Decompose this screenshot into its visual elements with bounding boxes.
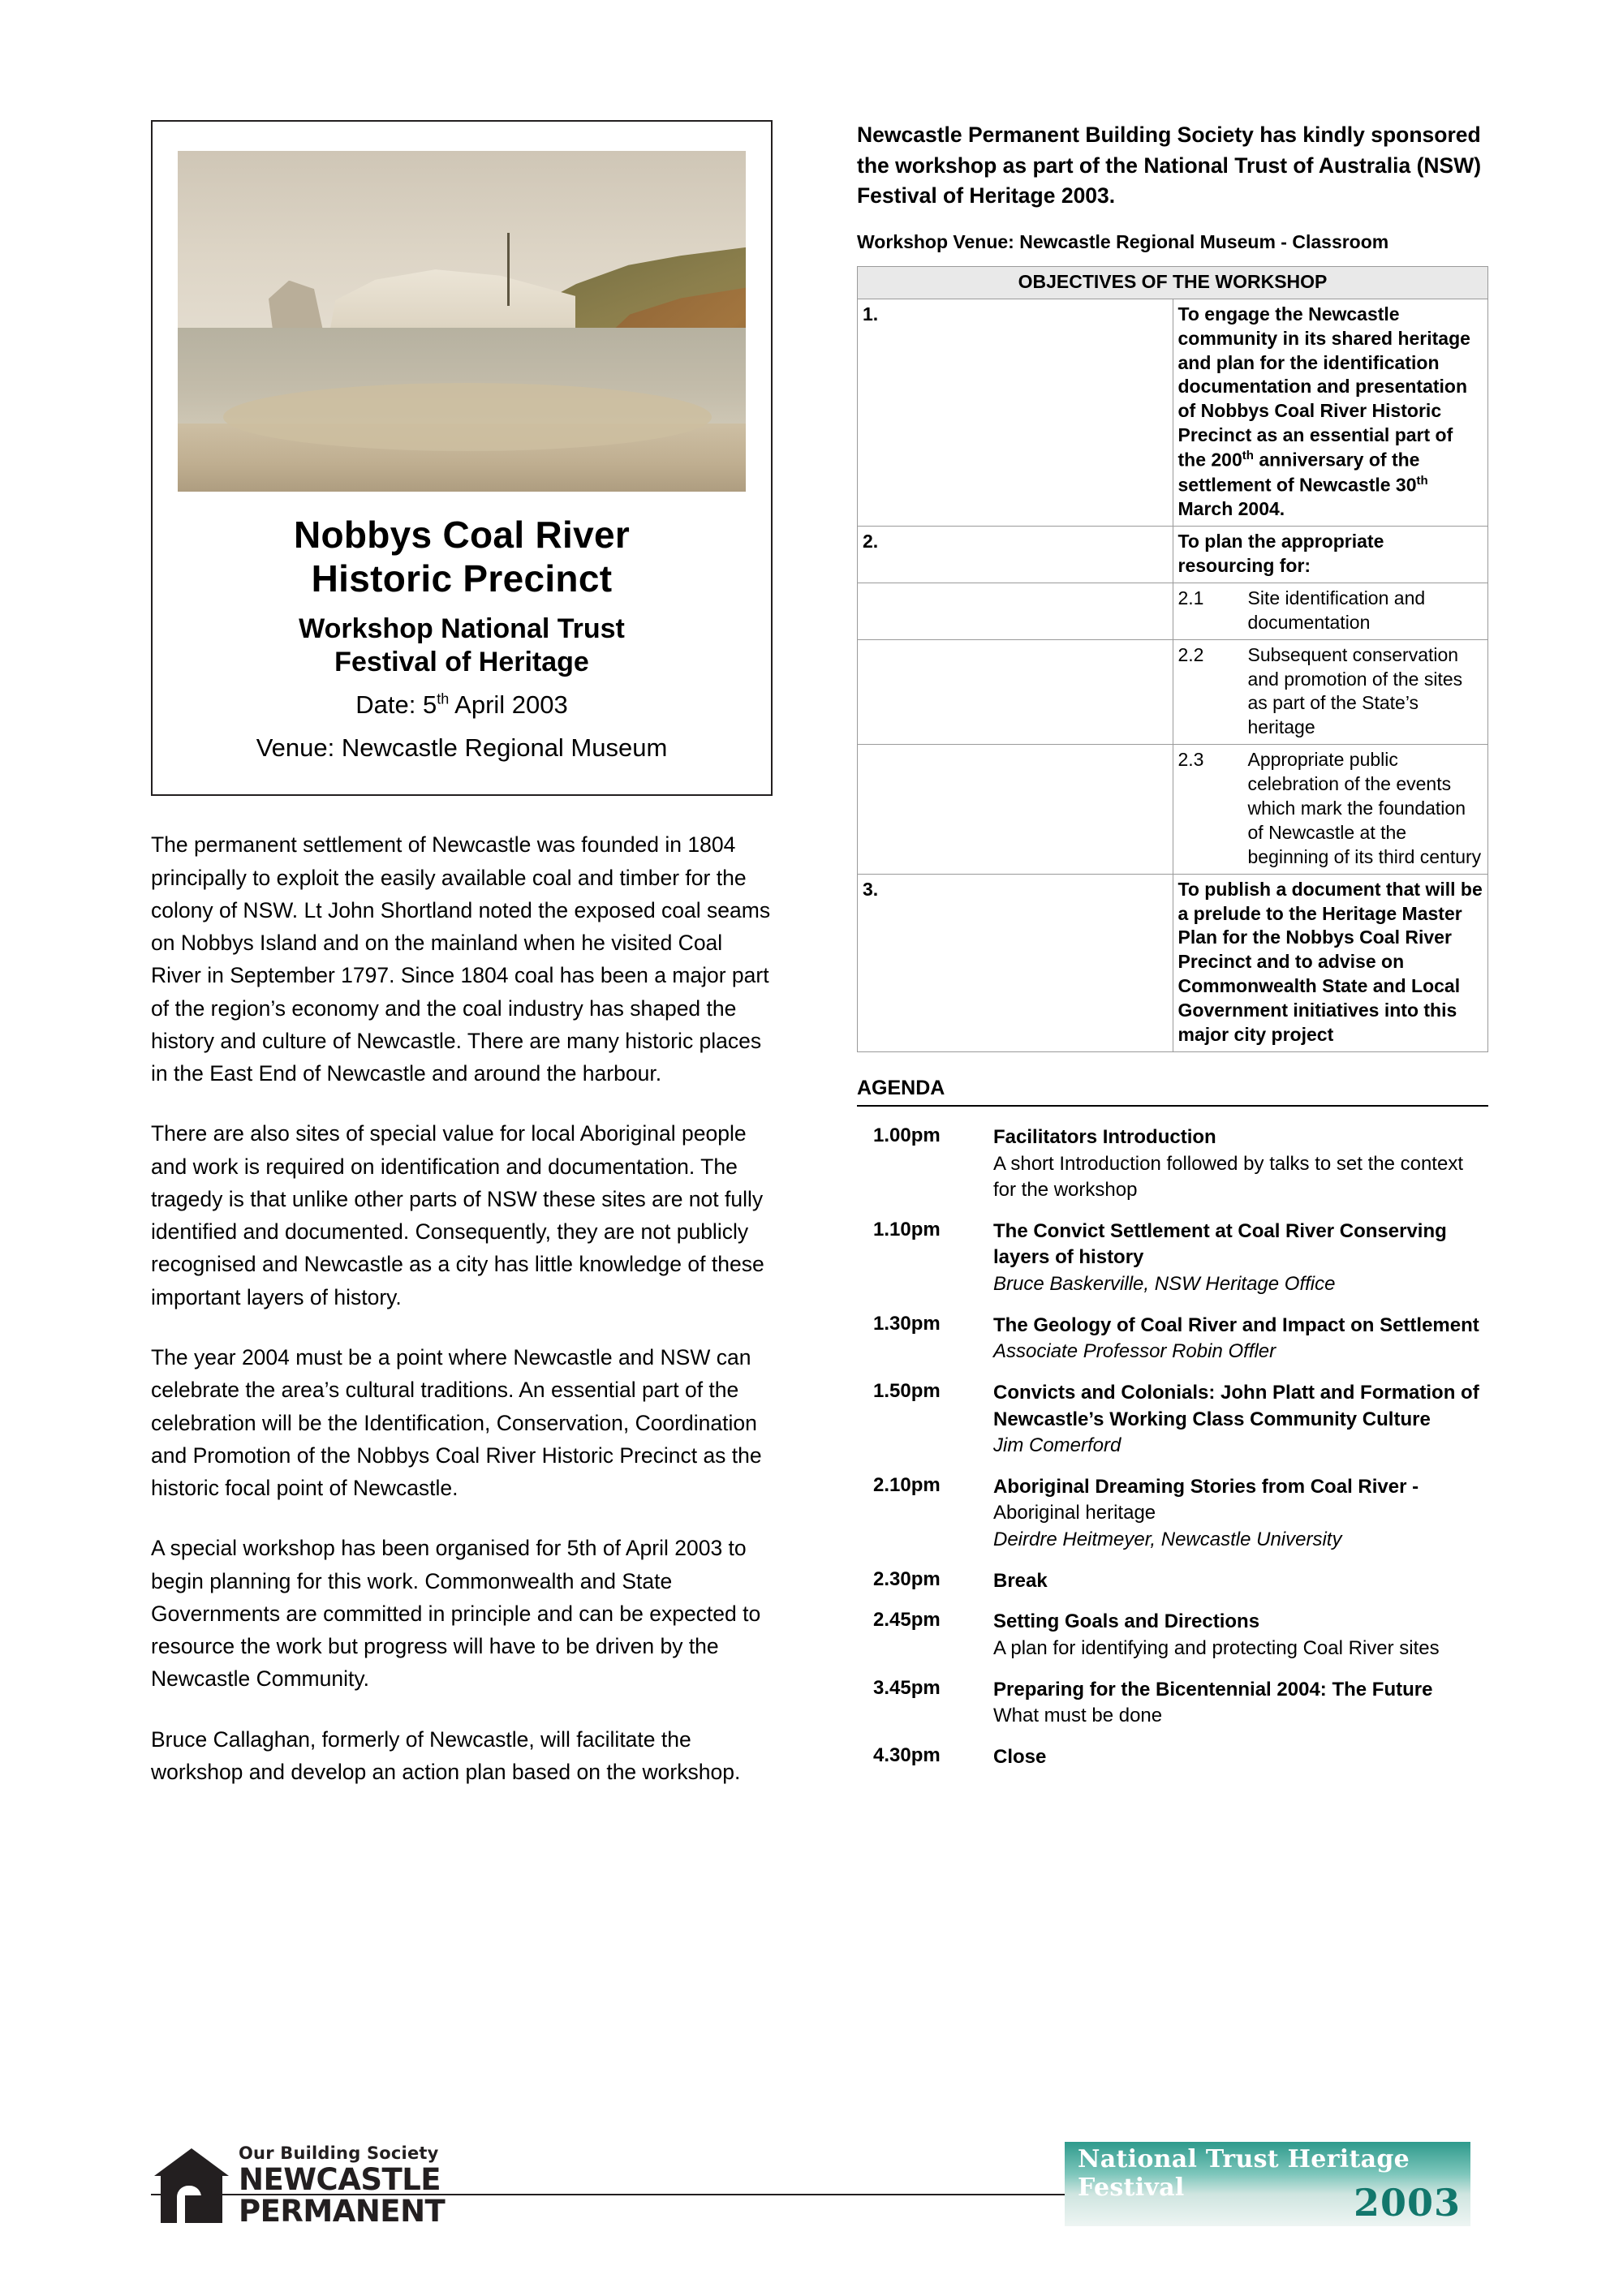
house-roof-shape bbox=[154, 2148, 229, 2176]
page-title bbox=[177, 513, 747, 601]
agenda-title-plain: Aboriginal heritage bbox=[993, 1502, 1156, 1524]
subitem-number: 2.2 bbox=[1177, 643, 1204, 665]
agenda-time: 3.45pm bbox=[873, 1676, 941, 1699]
logo-text bbox=[239, 2143, 446, 2229]
agenda-body bbox=[993, 1124, 1490, 1204]
house-icon bbox=[154, 2148, 229, 2223]
sponsor-text: Newcastle Permanent Building Society has kindly sponsored the workshop as part of the National Trust of Australia (NSW) Festival of Heritage 2003. bbox=[857, 123, 1482, 209]
agenda-row bbox=[857, 1313, 1490, 1365]
agenda-body bbox=[993, 1474, 1490, 1554]
page-subtitle-line2: Festival of Heritage bbox=[334, 647, 589, 677]
agenda-title: The Convict Settlement at Coal River Conserving layers of history bbox=[993, 1219, 1447, 1269]
agenda-row bbox=[857, 1609, 1490, 1662]
agenda-title: Setting Goals and Directions bbox=[993, 1610, 1260, 1633]
objective-number: 1. bbox=[858, 299, 1173, 526]
event-venue-label: Venue: bbox=[256, 733, 335, 763]
event-date bbox=[177, 689, 747, 722]
agenda-row bbox=[857, 1474, 1490, 1554]
left-column bbox=[151, 120, 776, 1788]
page-subtitle bbox=[177, 613, 747, 680]
agenda-body bbox=[993, 1568, 1490, 1595]
agenda-title-bold: Aboriginal Dreaming Stories from Coal River - bbox=[993, 1475, 1419, 1498]
page-title-line1: Nobbys Coal River bbox=[293, 514, 631, 556]
objective-text: To plan the appropriate resourcing for: bbox=[1173, 527, 1488, 583]
table-row bbox=[858, 266, 1488, 299]
festival-year: 2003 bbox=[1353, 2181, 1461, 2225]
newcastle-permanent-logo bbox=[154, 2134, 463, 2229]
coal-river-painting bbox=[178, 151, 746, 492]
objective-number-blank bbox=[858, 583, 1173, 639]
body-paragraph: A special workshop has been organised for 5th of April 2003 to begin planning for this work. Commonwealth and State Governments are committed in principle and can be expected to resource the work but progress will have to be driven by the Newcastle Community. bbox=[151, 1536, 761, 1692]
objective-subitem bbox=[1173, 639, 1488, 745]
event-date-rest: April 2003 bbox=[449, 690, 568, 720]
body-paragraph: Bruce Callaghan, formerly of Newcastle, will facilitate the workshop and develop an action plan based on the workshop. bbox=[151, 1726, 741, 1784]
agenda-row bbox=[857, 1380, 1490, 1460]
event-venue bbox=[177, 732, 747, 765]
agenda-description: What must be done bbox=[993, 1705, 1163, 1727]
agenda-presenter: Bruce Baskerville, NSW Heritage Office bbox=[993, 1273, 1336, 1296]
agenda-row bbox=[857, 1219, 1490, 1298]
objective-number: 3. bbox=[858, 874, 1173, 1051]
agenda-body bbox=[993, 1609, 1490, 1662]
event-date-label: Date: bbox=[355, 690, 416, 720]
agenda-title bbox=[993, 1474, 1490, 1527]
agenda-time: 2.45pm bbox=[873, 1609, 941, 1632]
objective-sup-2: th bbox=[1416, 473, 1428, 488]
subitem-number: 2.1 bbox=[1177, 587, 1204, 608]
page-title-line2: Historic Precinct bbox=[311, 557, 613, 600]
objective-subitem bbox=[1173, 745, 1488, 874]
logo-tagline: Our Building Society bbox=[239, 2143, 439, 2163]
objectives-heading: OBJECTIVES OF THE WORKSHOP bbox=[858, 266, 1488, 299]
agenda-time: 1.50pm bbox=[873, 1379, 941, 1402]
agenda-description: A plan for identifying and protecting Coal River sites bbox=[993, 1636, 1440, 1659]
agenda-time: 1.30pm bbox=[873, 1312, 941, 1335]
agenda-presenter: Associate Professor Robin Offler bbox=[993, 1340, 1276, 1363]
logo-name-line2: PERMANENT bbox=[239, 2194, 446, 2229]
body-paragraph: There are also sites of special value for local Aboriginal people and work is required on identification and documentation. The tragedy is that unlike other parts of NSW these sites are not fully identified and documented. Consequently, they are not publicly recognised and Newcastle as a city has little knowledge of these important layers of history. bbox=[151, 1121, 764, 1309]
objective-text-mid: anniversary of the settlement of Newcastle 30 bbox=[1177, 449, 1420, 496]
agenda-row bbox=[857, 1568, 1490, 1595]
agenda-time: 2.30pm bbox=[873, 1567, 941, 1590]
subitem-number: 2.3 bbox=[1177, 749, 1204, 771]
objective-text-pre: To engage the Newcastle community in its shared heritage and plan for the identification documentation and presentation of Nobbys Coal River Historic Precinct as an essential part of the 200 bbox=[1177, 303, 1470, 471]
agenda-title: Close bbox=[993, 1745, 1047, 1768]
national-trust-festival-logo bbox=[1065, 2142, 1470, 2226]
agenda-body bbox=[993, 1677, 1490, 1730]
agenda-row bbox=[857, 1124, 1490, 1204]
objective-subitem bbox=[1173, 583, 1488, 639]
agenda-title: Preparing for the Bicentennial 2004: The Future bbox=[993, 1678, 1433, 1701]
agenda-time: 1.00pm bbox=[873, 1124, 941, 1146]
table-row bbox=[858, 299, 1488, 526]
agenda-time: 1.10pm bbox=[873, 1218, 941, 1240]
painting-beach-curve bbox=[223, 383, 712, 451]
agenda-presenter: Deirdre Heitmeyer, Newcastle University bbox=[993, 1529, 1342, 1551]
table-row bbox=[858, 527, 1488, 583]
event-venue-value: Newcastle Regional Museum bbox=[334, 733, 668, 763]
objective-text bbox=[1173, 299, 1488, 526]
page-subtitle-line1: Workshop National Trust bbox=[299, 613, 625, 644]
agenda-presenter: Jim Comerford bbox=[993, 1434, 1121, 1457]
table-row bbox=[858, 639, 1488, 745]
agenda-description: A short Introduction followed by talks to set the context for the workshop bbox=[993, 1152, 1463, 1202]
hero-box bbox=[151, 120, 773, 796]
subitem-text: Subsequent conservation and promotion of the sites as part of the State’s heritage bbox=[1247, 643, 1463, 738]
agenda-body bbox=[993, 1219, 1490, 1298]
painting-ship-mast bbox=[507, 233, 510, 306]
agenda-body bbox=[993, 1744, 1490, 1771]
objective-number-blank bbox=[858, 745, 1173, 874]
agenda-body bbox=[993, 1313, 1490, 1365]
workshop-venue: Workshop Venue: Newcastle Regional Museum - Classroom bbox=[857, 230, 1389, 252]
agenda-row bbox=[857, 1677, 1490, 1730]
objective-text-post: March 2004. bbox=[1177, 498, 1285, 520]
body-paragraph: The year 2004 must be a point where Newcastle and NSW can celebrate the area’s cultural traditions. An essential part of the celebration will be the Identification, Conservation, Coordination and Promotion of the Nobbys Coal River Historic Precinct as the historic focal point of Newcastle. bbox=[151, 1345, 762, 1501]
house-door-inner bbox=[185, 2195, 201, 2223]
agenda-list bbox=[857, 1124, 1490, 1771]
agenda-title: Facilitators Introduction bbox=[993, 1125, 1216, 1148]
agenda-body bbox=[993, 1380, 1490, 1460]
table-row bbox=[858, 745, 1488, 874]
subitem-text: Site identification and documentation bbox=[1247, 587, 1426, 633]
agenda-heading: AGENDA bbox=[857, 1077, 1488, 1107]
event-date-day: 5 bbox=[422, 690, 437, 720]
agenda-title: The Geology of Coal River and Impact on Settlement bbox=[993, 1314, 1479, 1336]
objective-number: 2. bbox=[858, 527, 1173, 583]
objective-sup-1: th bbox=[1242, 449, 1254, 463]
right-column bbox=[857, 120, 1490, 1785]
objective-text: To publish a document that will be a prelude to the Heritage Master Plan for the Nobbys Coal River Precinct and to advise on Commonwealth State and Local Government initiatives into this major city project bbox=[1173, 874, 1488, 1051]
objective-number-blank bbox=[858, 639, 1173, 745]
table-row bbox=[858, 874, 1488, 1051]
agenda-title: Break bbox=[993, 1569, 1048, 1592]
festival-title: National Trust Heritage Festival bbox=[1078, 2145, 1410, 2202]
table-row bbox=[858, 583, 1488, 639]
logo-name-line1: NEWCASTLE bbox=[239, 2162, 441, 2197]
event-date-ordinal: th bbox=[437, 691, 450, 708]
objectives-table bbox=[857, 266, 1488, 1052]
agenda-time: 4.30pm bbox=[873, 1743, 941, 1766]
agenda-time: 2.10pm bbox=[873, 1473, 941, 1496]
agenda-row bbox=[857, 1744, 1490, 1771]
agenda-title: Convicts and Colonials: John Platt and Formation of Newcastle’s Working Class Community Culture bbox=[993, 1381, 1479, 1430]
subitem-text: Appropriate public celebration of the events which mark the foundation of Newcastle at the beginning of its third century bbox=[1247, 749, 1482, 867]
body-paragraph: The permanent settlement of Newcastle was founded in 1804 principally to exploit the easily available coal and timber for the colony of NSW. Lt John Shortland noted the exposed coal seams on Nobbys Island and on the mainland when he visited Coal River in September 1797. Since 1804 coal has been a major part of the region’s economy and the coal industry has shaped the history and culture of Newcastle. There are many historic places in the East End of Newcastle and around the harbour. bbox=[151, 832, 771, 1086]
